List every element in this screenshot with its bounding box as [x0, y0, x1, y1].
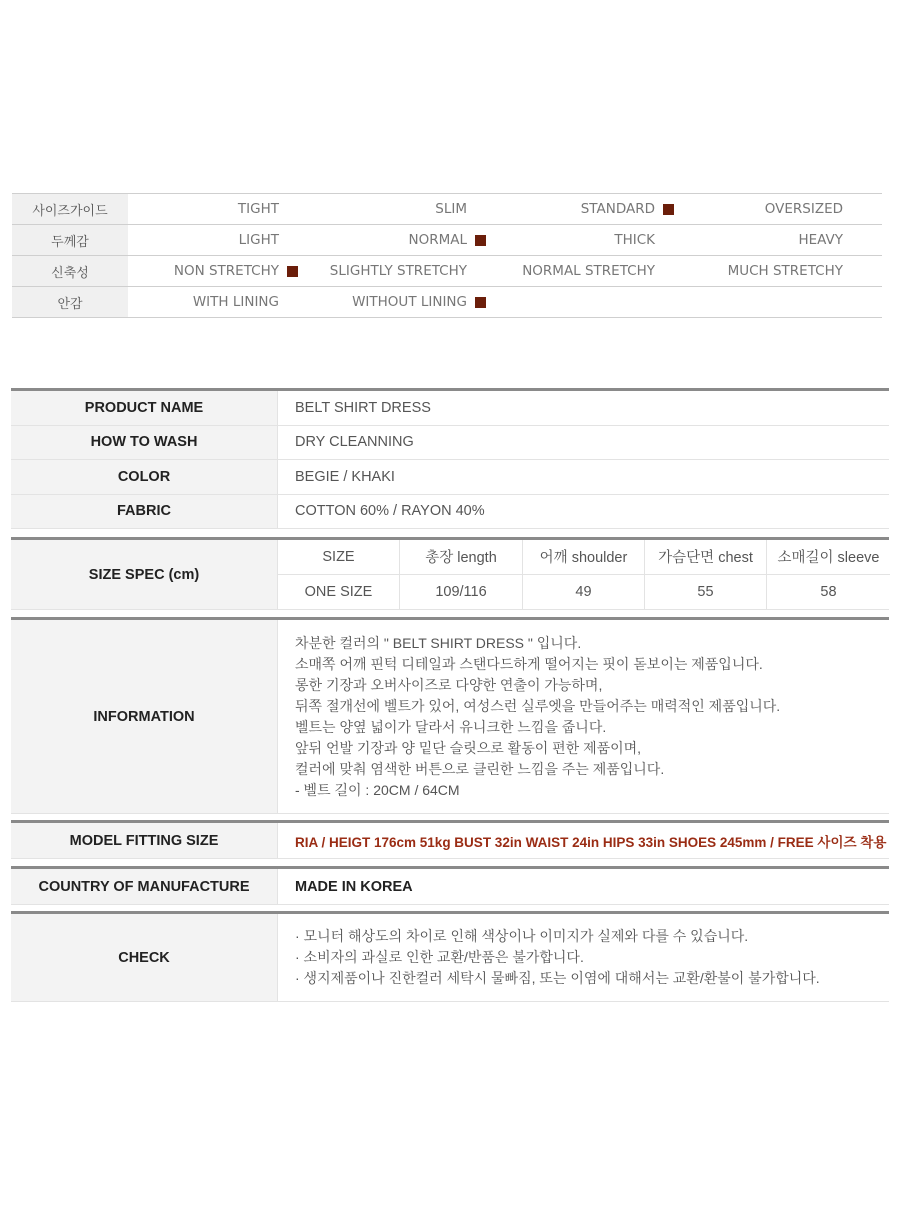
- spec-header: 가슴단면 chest: [645, 540, 767, 574]
- information-line: 롱한 기장과 오버사이즈로 다양한 연출이 가능하며,: [295, 676, 603, 693]
- information-line: 앞뒤 언발 기장과 양 밑단 슬릿으로 활동이 편한 제품이며,: [295, 739, 642, 756]
- manufacture-table: [11, 866, 889, 905]
- guide-label: 신축성: [12, 256, 128, 286]
- info-row-wash: [11, 426, 889, 461]
- size-spec-values: [278, 575, 890, 610]
- check-label: CHECK: [11, 914, 277, 1001]
- fabric-value: COTTON 60% / RAYON 40%: [277, 495, 889, 529]
- spec-value: 55: [645, 575, 767, 610]
- info-row-fabric: [11, 495, 889, 530]
- guide-label: 안감: [12, 287, 128, 317]
- check-table: [11, 911, 889, 1002]
- info-row-name: [11, 391, 889, 426]
- size-guide-table: [12, 193, 882, 318]
- check-line: · 모니터 해상도의 차이로 인해 색상이나 이미지가 실제와 다를 수 있습니다.: [295, 928, 749, 944]
- information-label: INFORMATION: [11, 620, 277, 813]
- spec-value: 58: [820, 583, 837, 600]
- spec-header: 어깨 shoulder: [523, 540, 645, 574]
- guide-label: 두께감: [12, 225, 128, 255]
- guide-option: LIGHT: [238, 232, 279, 248]
- color-value: BEGIE / KHAKI: [277, 460, 889, 494]
- information-line: 벨트는 양옆 넓이가 달라서 유니크한 느낌을 줍니다.: [295, 718, 607, 735]
- information-row: [11, 620, 889, 814]
- spec-header: 소매길이 sleeve: [777, 550, 880, 567]
- guide-option: SLIGHTLY STRETCHY: [329, 263, 467, 279]
- wash-value: DRY CLEANNING: [277, 426, 889, 460]
- selected-mark: [663, 204, 674, 215]
- size-spec-header: [278, 540, 890, 575]
- guide-option: SLIM: [435, 201, 467, 217]
- manufacture-row: [11, 869, 889, 905]
- guide-option: NON STRETCHY: [128, 263, 298, 279]
- guide-option: WITH LINING: [192, 294, 279, 310]
- fabric-label: FABRIC: [11, 495, 277, 529]
- check-line: · 소비자의 과실로 인한 교환/반품은 불가합니다.: [295, 949, 584, 965]
- guide-option: HEAVY: [798, 232, 843, 248]
- spec-value: ONE SIZE: [278, 575, 400, 610]
- model-row: [11, 823, 889, 859]
- color-label: COLOR: [11, 460, 277, 494]
- guide-option: WITHOUT LINING: [298, 294, 486, 310]
- model-fitting-table: [11, 820, 889, 859]
- manufacture-label: COUNTRY OF MANUFACTURE: [11, 869, 277, 904]
- size-spec-row: [11, 540, 889, 610]
- size-spec-table: [11, 537, 889, 610]
- spec-header: 총장 length: [400, 540, 523, 574]
- information-table: [11, 617, 889, 814]
- spec-value: 109/116: [400, 575, 523, 610]
- manufacture-value: MADE IN KOREA: [277, 869, 889, 904]
- selected-mark: [287, 266, 298, 277]
- selected-mark: [475, 235, 486, 246]
- information-line: 컬러에 맞춰 염색한 버튼으로 클린한 느낌을 주는 제품입니다.: [295, 760, 665, 777]
- model-label: MODEL FITTING SIZE: [11, 823, 277, 858]
- size-spec-label: SIZE SPEC (cm): [11, 540, 277, 609]
- guide-row-thickness: [12, 225, 882, 256]
- check-line: · 생지제품이나 진한컬러 세탁시 물빠짐, 또는 이염에 대해서는 교환/환불이 불가합니다.: [295, 970, 820, 986]
- spec-header: SIZE: [278, 540, 400, 574]
- check-row: [11, 914, 889, 1002]
- model-value: RIA / HEIGT 176cm 51kg BUST 32in WAIST 24in HIPS 33in SHOES 245mm / FREE 사이즈 착용: [277, 823, 889, 858]
- guide-option: NORMAL: [298, 232, 486, 248]
- guide-option: THICK: [614, 232, 655, 248]
- information-line: 뒤쪽 절개선에 벨트가 있어, 여성스런 실루엣을 만들어주는 매력적인 제품입니다.: [295, 697, 781, 714]
- guide-option: NORMAL STRETCHY: [522, 263, 655, 279]
- size-spec-grid: [277, 540, 890, 609]
- product-name-label: PRODUCT NAME: [11, 391, 277, 425]
- guide-option: MUCH STRETCHY: [727, 263, 843, 279]
- guide-option: OVERSIZED: [764, 201, 843, 217]
- guide-row-lining: [12, 287, 882, 318]
- guide-option: STANDARD: [486, 201, 674, 217]
- information-line: - 벨트 길이 : 20CM / 64CM: [295, 781, 460, 798]
- info-row-color: [11, 460, 889, 495]
- product-name-value: BELT SHIRT DRESS: [277, 391, 889, 425]
- guide-row-stretch: [12, 256, 882, 287]
- guide-row-fit: [12, 194, 882, 225]
- check-text: [277, 914, 889, 1001]
- wash-label: HOW TO WASH: [11, 426, 277, 460]
- information-line: 소매쪽 어깨 핀턱 디테일과 스탠다드하게 떨어지는 핏이 돋보이는 제품입니다.: [295, 655, 763, 672]
- product-info-table: [11, 388, 889, 529]
- spec-value: 49: [523, 575, 645, 610]
- guide-label: 사이즈가이드: [12, 194, 128, 224]
- information-text: [277, 620, 889, 813]
- guide-option: TIGHT: [237, 201, 279, 217]
- information-line: 차분한 컬러의 " BELT SHIRT DRESS " 입니다.: [295, 634, 582, 651]
- selected-mark: [475, 297, 486, 308]
